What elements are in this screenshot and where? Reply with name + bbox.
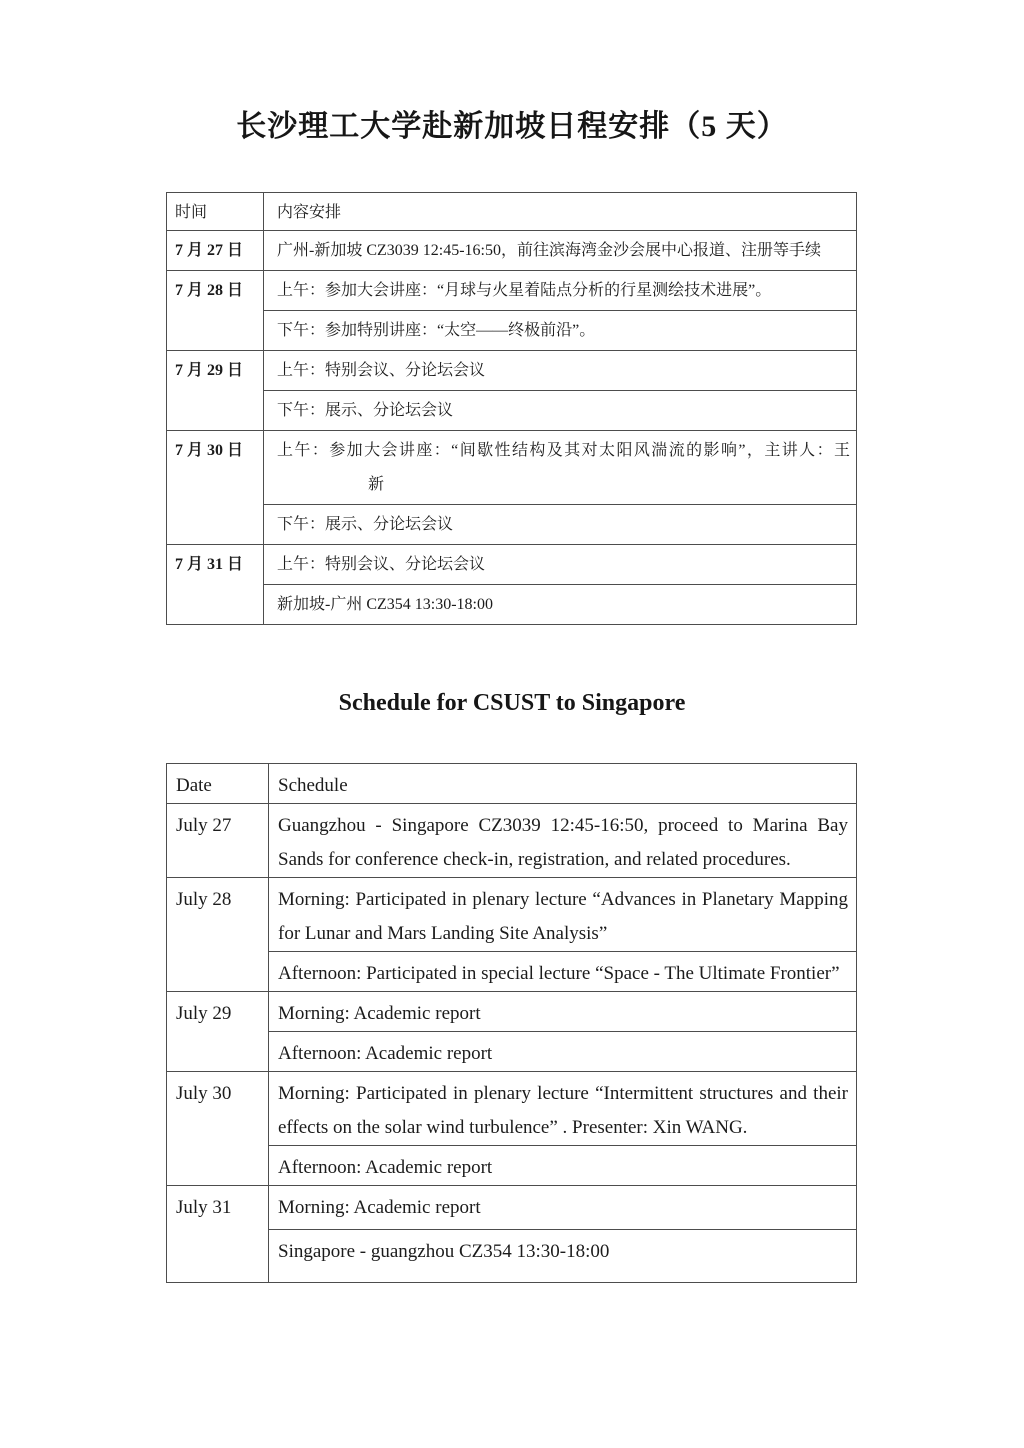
date-cell: 7 月 31 日 <box>167 545 264 625</box>
schedule-cell: 下午：参加特别讲座：“太空——终极前沿”。 <box>264 311 857 351</box>
date-cell: 7 月 29 日 <box>167 351 264 431</box>
page-title-en: Schedule for CSUST to Singapore <box>338 690 686 716</box>
table-row <box>167 804 857 878</box>
table-row <box>167 271 857 311</box>
table-header-row <box>167 764 857 804</box>
table-row <box>167 431 857 505</box>
table-row <box>167 1032 857 1072</box>
header-cell-content: 内容安排 <box>264 193 857 231</box>
table-row <box>167 351 857 391</box>
document-page <box>166 0 858 1283</box>
date-cell: July 27 <box>167 804 269 878</box>
schedule-cell: Morning: Academic report <box>269 1186 857 1230</box>
schedule-cell: 下午：展示、分论坛会议 <box>264 391 857 431</box>
schedule-cell <box>264 431 857 505</box>
date-cell: July 31 <box>167 1186 269 1283</box>
table-row <box>167 878 857 952</box>
schedule-cell: 下午：展示、分论坛会议 <box>264 505 857 545</box>
table-header-row <box>167 193 857 231</box>
table-row <box>167 1072 857 1146</box>
table-row <box>167 952 857 992</box>
date-cell: July 28 <box>167 878 269 992</box>
schedule-cell: 上午：特别会议、分论坛会议 <box>264 351 857 391</box>
table-row <box>167 1186 857 1230</box>
table-row <box>167 992 857 1032</box>
schedule-cell: Afternoon: Academic report <box>269 1146 857 1186</box>
schedule-cell: Morning: Participated in plenary lecture “Advances in Planetary Mapping for Lunar and Mars Landing Site Analysis” <box>269 878 857 952</box>
schedule-table-en <box>166 763 857 1283</box>
schedule-cell: Afternoon: Participated in special lecture “Space - The Ultimate Frontier” <box>269 952 857 992</box>
table-row <box>167 311 857 351</box>
schedule-cell: Afternoon: Academic report <box>269 1032 857 1072</box>
table-row <box>167 231 857 271</box>
header-cell-time: 时间 <box>167 193 264 231</box>
date-cell: 7 月 30 日 <box>167 431 264 545</box>
schedule-cell: 新加坡-广州 CZ354 13:30-18:00 <box>264 585 857 625</box>
page-title-zh: 长沙理工大学赴新加坡日程安排（5 天） <box>236 110 788 143</box>
date-cell: 7 月 27 日 <box>167 231 264 271</box>
schedule-table-zh <box>166 192 857 625</box>
date-cell: 7 月 28 日 <box>167 271 264 351</box>
header-cell-schedule: Schedule <box>269 764 857 804</box>
schedule-cell: Guangzhou - Singapore CZ3039 12:45-16:50, proceed to Marina Bay Sands for conference check-in, registration, and related procedures. <box>269 804 857 878</box>
schedule-cell: 上午：特别会议、分论坛会议 <box>264 545 857 585</box>
table-row <box>167 505 857 545</box>
schedule-cell: Morning: Participated in plenary lecture “Intermittent structures and their effects on the solar wind turbulence” . Presenter: Xin WANG. <box>269 1072 857 1146</box>
header-cell-date: Date <box>167 764 269 804</box>
schedule-cell: Morning: Academic report <box>269 992 857 1032</box>
schedule-cell: 广州-新加坡 CZ3039 12:45-16:50，前往滨海湾金沙会展中心报道、注册等手续 <box>264 231 857 271</box>
table-row <box>167 585 857 625</box>
table-row <box>167 391 857 431</box>
table-row <box>167 545 857 585</box>
date-cell: July 30 <box>167 1072 269 1186</box>
schedule-cell: Singapore - guangzhou CZ354 13:30-18:00 <box>269 1230 857 1283</box>
table-row <box>167 1230 857 1283</box>
schedule-text-line: 上午：参加大会讲座：“间歇性结构及其对太阳风湍流的影响”，主讲人：王 <box>277 442 850 459</box>
date-cell: July 29 <box>167 992 269 1072</box>
schedule-cell: 上午：参加大会讲座：“月球与火星着陆点分析的行星测绘技术进展”。 <box>264 271 857 311</box>
schedule-text-line: 新 <box>368 476 385 493</box>
table-row <box>167 1146 857 1186</box>
